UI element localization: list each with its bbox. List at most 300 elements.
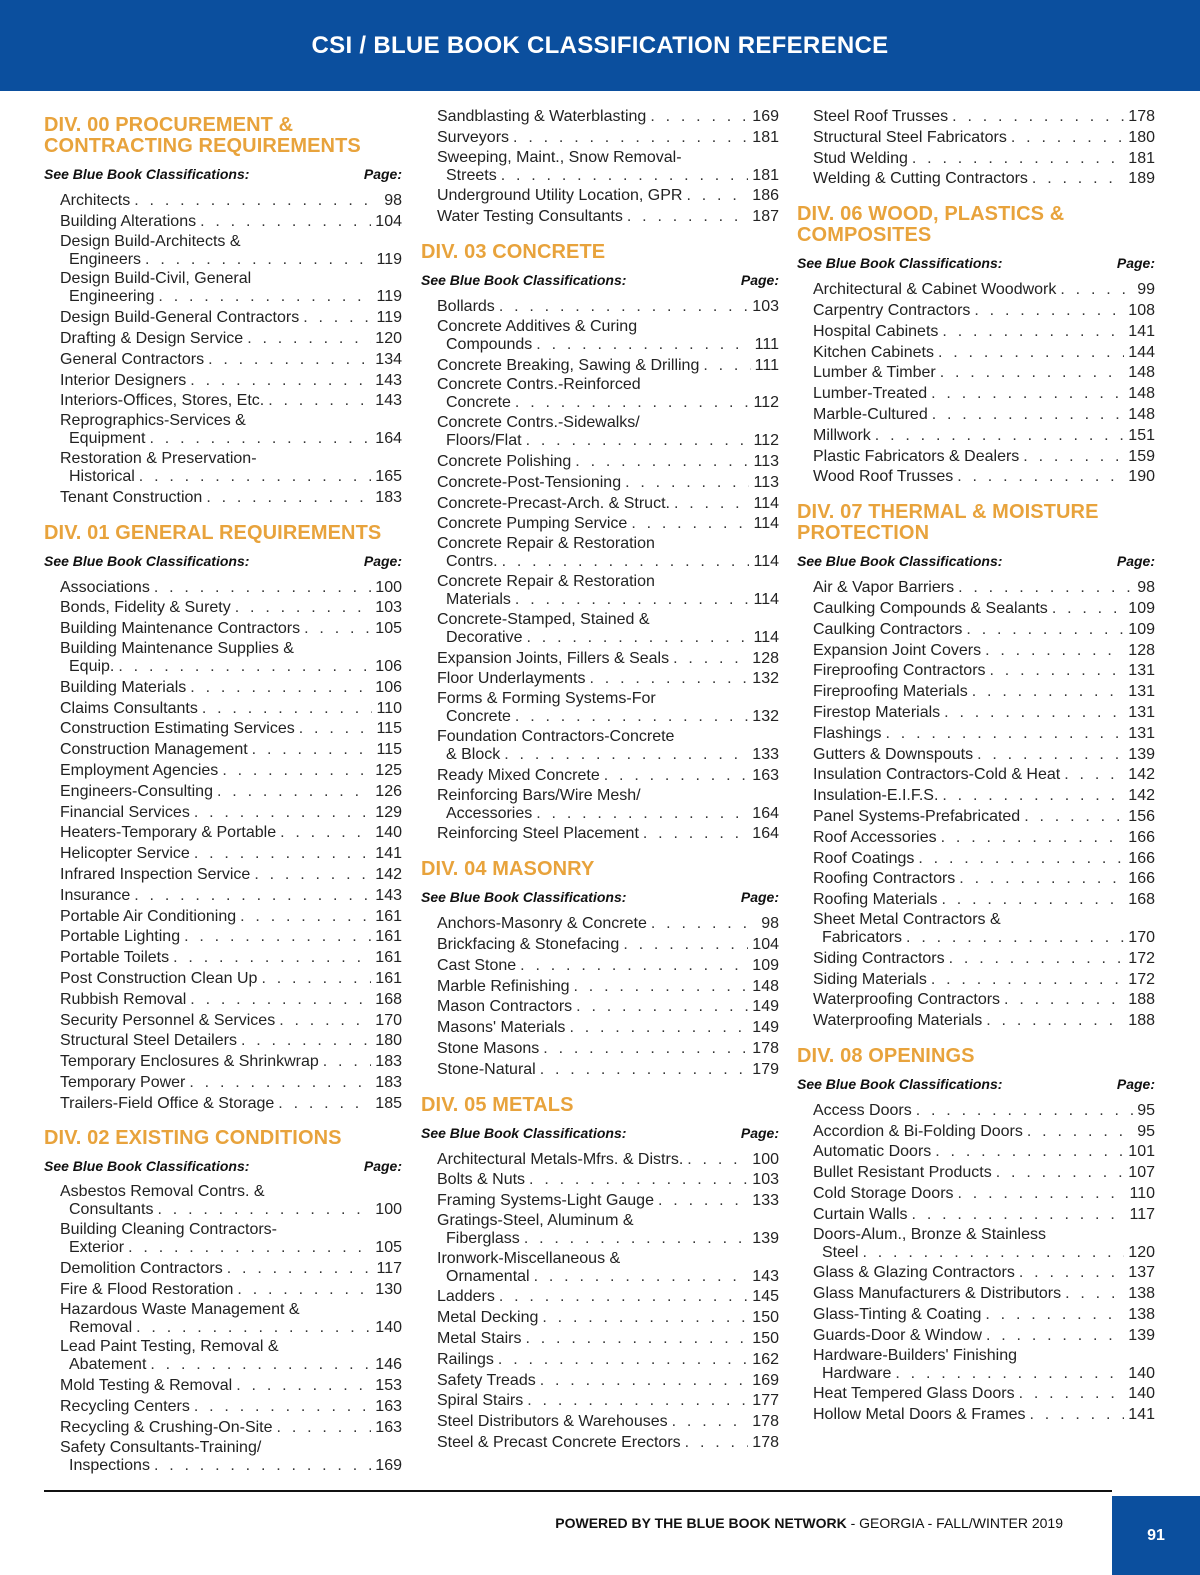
- list-item: [813, 890, 1155, 911]
- page-column-label: Page:: [1116, 255, 1155, 272]
- item-line: [60, 1280, 402, 1301]
- item-page: 117: [376, 1260, 402, 1278]
- classification-list: [421, 1150, 779, 1454]
- item-name: Lumber-Treated: [813, 385, 928, 403]
- item-line: [437, 166, 779, 187]
- division-section: [44, 1128, 402, 1476]
- list-item: [60, 886, 402, 907]
- item-line: [437, 107, 779, 128]
- item-name: Floor Underlayments: [437, 670, 586, 688]
- classification-header: [44, 553, 402, 569]
- item-name: Wood Roof Trusses: [813, 468, 954, 486]
- item-name: Fireproofing Contractors: [813, 662, 986, 680]
- item-line: [60, 1418, 402, 1439]
- item-line: [813, 1122, 1155, 1143]
- list-item: [60, 699, 402, 720]
- list-item: [437, 452, 779, 473]
- dot-leader: [136, 1318, 371, 1339]
- list-item: [813, 149, 1155, 170]
- item-page: 179: [752, 1060, 779, 1078]
- item-line: [813, 682, 1155, 703]
- list-item: [60, 350, 402, 371]
- item-name: Reinforcing Steel Placement: [437, 825, 639, 843]
- item-name: Flashings: [813, 724, 882, 742]
- list-item: [813, 1384, 1155, 1405]
- dot-leader: [173, 948, 371, 969]
- item-line: [813, 1263, 1155, 1284]
- list-item: [60, 578, 402, 599]
- list-item: [60, 1397, 402, 1418]
- list-item: [60, 823, 402, 844]
- dot-leader: [222, 761, 371, 782]
- list-item: [60, 329, 402, 350]
- item-name-line1: Hazardous Waste Management &: [60, 1300, 300, 1318]
- item-name: Compounds: [446, 335, 533, 353]
- dot-leader: [237, 1280, 371, 1301]
- dot-leader: [524, 1229, 748, 1250]
- list-item: [437, 1371, 779, 1392]
- item-line: [813, 467, 1155, 488]
- list-item: [437, 573, 779, 611]
- item-page: 119: [376, 309, 402, 327]
- list-item: [813, 641, 1155, 662]
- item-name-line1: Reinforcing Bars/Wire Mesh/: [437, 786, 641, 804]
- item-page: 149: [752, 998, 779, 1016]
- item-line: [813, 447, 1155, 468]
- item-page: 161: [375, 949, 402, 967]
- list-item: [437, 376, 779, 414]
- item-line: [60, 287, 402, 308]
- item-page: 120: [375, 329, 402, 347]
- item-line: [813, 1142, 1155, 1163]
- item-line: [813, 1243, 1155, 1264]
- dot-leader: [912, 1205, 1126, 1226]
- list-item: [60, 782, 402, 803]
- item-name: Structural Steel Fabricators: [813, 128, 1007, 146]
- item-name: Marble-Cultured: [813, 405, 928, 423]
- dot-leader: [323, 1052, 372, 1073]
- item-page: 141: [375, 845, 402, 863]
- item-page: 95: [1137, 1122, 1155, 1140]
- list-item: [437, 997, 779, 1018]
- dot-leader: [938, 343, 1124, 364]
- dot-leader: [990, 661, 1125, 682]
- item-line: [60, 1031, 402, 1052]
- item-page: 137: [1128, 1264, 1155, 1282]
- dot-leader: [985, 1305, 1124, 1326]
- dot-leader: [194, 844, 371, 865]
- item-name: Building Alterations: [60, 212, 197, 230]
- item-name: Expansion Joint Covers: [813, 641, 982, 659]
- item-name: Expansion Joints, Fillers & Seals: [437, 649, 670, 667]
- dot-leader: [885, 724, 1124, 745]
- item-name: Architects: [60, 192, 131, 209]
- item-name-line1: Concrete Additives & Curing: [437, 317, 638, 335]
- list-item: [60, 1280, 402, 1301]
- page-column-label: Page:: [363, 1158, 402, 1175]
- list-item: [813, 765, 1155, 786]
- item-name-line1: Gratings-Steel, Aluminum &: [437, 1211, 634, 1229]
- list-item: [437, 414, 779, 452]
- item-line: [437, 186, 779, 207]
- dot-leader: [1065, 1284, 1124, 1305]
- item-name: Demolition Contractors: [60, 1260, 223, 1278]
- item-page: 104: [375, 212, 402, 230]
- dot-leader: [931, 384, 1124, 405]
- list-item: [60, 212, 402, 233]
- list-item: [437, 1433, 779, 1454]
- dot-leader: [1019, 1263, 1124, 1284]
- classifications-label: See Blue Book Classifications:: [421, 271, 627, 288]
- item-name: Concrete: [446, 394, 511, 412]
- item-line: [813, 828, 1155, 849]
- list-item: [437, 914, 779, 935]
- item-page: 168: [375, 990, 402, 1008]
- list-item: [60, 948, 402, 969]
- list-item: [60, 844, 402, 865]
- item-name: Floors/Flat: [446, 432, 522, 450]
- item-line: [60, 350, 402, 371]
- item-page: 125: [375, 761, 402, 779]
- item-line: [60, 803, 402, 824]
- dot-leader: [875, 426, 1125, 447]
- classification-columns: [0, 107, 1200, 1482]
- dot-leader: [139, 467, 372, 488]
- item-line: [437, 707, 779, 728]
- classifications-label: See Blue Book Classifications:: [797, 1075, 1003, 1092]
- item-name: Plastic Fabricators & Dealers: [813, 447, 1020, 465]
- item-name: Historical: [69, 467, 135, 485]
- dot-leader: [673, 649, 748, 670]
- item-page: 162: [752, 1350, 779, 1368]
- item-name: Steel & Precast Concrete Erectors: [437, 1434, 681, 1452]
- item-page: 120: [1128, 1243, 1155, 1261]
- item-name: Kitchen Cabinets: [813, 343, 934, 361]
- item-page: 106: [375, 678, 402, 696]
- classification-header: [797, 1076, 1155, 1092]
- item-line: [60, 429, 402, 450]
- item-name: Equipment: [69, 430, 146, 448]
- item-page: 190: [1128, 468, 1155, 486]
- dot-leader: [952, 107, 1124, 128]
- classification-list: [44, 1183, 402, 1476]
- item-page: 188: [1128, 1012, 1155, 1030]
- item-line: [437, 649, 779, 670]
- dot-leader: [574, 977, 749, 998]
- dot-leader: [194, 803, 371, 824]
- item-name-line1: Forms & Forming Systems-For: [437, 690, 656, 708]
- dot-leader: [200, 212, 371, 233]
- item-name-line1: Concrete Repair & Restoration: [437, 572, 655, 590]
- dot-leader: [194, 1397, 371, 1418]
- item-page: 161: [375, 969, 402, 987]
- dot-leader: [651, 914, 757, 935]
- dot-leader: [268, 391, 371, 412]
- item-page: 183: [375, 488, 402, 506]
- dot-leader: [916, 1101, 1134, 1122]
- dot-leader: [540, 1371, 749, 1392]
- item-page: 115: [376, 720, 402, 738]
- dot-leader: [526, 628, 749, 649]
- list-item: [60, 1376, 402, 1397]
- item-line: [437, 1170, 779, 1191]
- item-line: [813, 724, 1155, 745]
- division-title: DIV. 08 OPENINGS: [797, 1044, 975, 1067]
- item-line: [437, 1391, 779, 1412]
- item-page: 178: [752, 1413, 779, 1431]
- item-name: Consultants: [69, 1201, 154, 1219]
- item-name: Steel Roof Trusses: [813, 108, 949, 125]
- division-section: [421, 1095, 779, 1454]
- list-item: [437, 1329, 779, 1350]
- list-item: [437, 956, 779, 977]
- item-page: 143: [375, 886, 402, 904]
- item-name: Insulation Contractors-Cold & Heat: [813, 766, 1061, 784]
- item-line: [437, 452, 779, 473]
- item-name: Metal Stairs: [437, 1330, 522, 1348]
- item-name: Steel: [822, 1243, 859, 1261]
- item-name: Roofing Contractors: [813, 870, 956, 888]
- list-item: [60, 1011, 402, 1032]
- list-item: [813, 703, 1155, 724]
- item-line: [437, 393, 779, 414]
- list-item: [437, 297, 779, 318]
- item-name: Engineers: [69, 250, 142, 268]
- item-name-line1: Design Build-Architects &: [60, 232, 241, 250]
- item-name: Hospital Cabinets: [813, 322, 939, 340]
- item-page: 146: [375, 1356, 402, 1374]
- item-page: 98: [1137, 579, 1155, 597]
- dot-leader: [906, 928, 1124, 949]
- item-page: 151: [1128, 426, 1155, 444]
- list-item: [60, 191, 402, 212]
- dot-leader: [241, 1031, 371, 1052]
- item-page: 110: [376, 699, 402, 717]
- item-line: [813, 786, 1155, 807]
- item-name: Waterproofing Contractors: [813, 991, 1001, 1009]
- item-page: 101: [1128, 1143, 1155, 1161]
- dot-leader: [958, 578, 1133, 599]
- item-line: [60, 1456, 402, 1477]
- list-item: [813, 1205, 1155, 1226]
- list-item: [813, 169, 1155, 190]
- item-name-line1: Safety Consultants-Training/: [60, 1438, 262, 1456]
- item-name-line1: Foundation Contractors-Concrete: [437, 727, 675, 745]
- item-page: 183: [375, 1053, 402, 1071]
- item-page: 128: [752, 649, 779, 667]
- list-item: [437, 1350, 779, 1371]
- item-line: [60, 823, 402, 844]
- item-name: Anchors-Masonry & Concrete: [437, 915, 647, 933]
- item-name: Air & Vapor Barriers: [813, 579, 955, 597]
- list-item: [60, 233, 402, 271]
- division-title: DIV. 00 PROCUREMENT & CONTRACTING REQUIREMENTS: [44, 114, 361, 157]
- classifications-label: See Blue Book Classifications:: [44, 1158, 250, 1175]
- item-name-line1: Reprographics-Services &: [60, 412, 246, 430]
- dot-leader: [536, 804, 748, 825]
- item-line: [437, 1329, 779, 1350]
- item-line: [813, 301, 1155, 322]
- list-item: [437, 824, 779, 845]
- item-name: Mason Contractors: [437, 998, 573, 1016]
- item-page: 105: [375, 1239, 402, 1257]
- list-item: [437, 1308, 779, 1329]
- item-line: [60, 191, 402, 212]
- dot-leader: [280, 823, 371, 844]
- item-name: Design Build-General Contractors: [60, 309, 300, 327]
- list-item: [60, 761, 402, 782]
- item-name: & Block: [446, 745, 501, 763]
- dot-leader: [1052, 599, 1124, 620]
- item-name: Cast Stone: [437, 956, 517, 974]
- page-number: 91: [1147, 1526, 1165, 1544]
- item-name: Insurance: [60, 886, 131, 904]
- item-line: [813, 1011, 1155, 1032]
- item-line: [437, 590, 779, 611]
- item-page: 181: [1128, 149, 1155, 167]
- item-line: [60, 1259, 402, 1280]
- list-item: [60, 927, 402, 948]
- dot-leader: [540, 1060, 749, 1081]
- item-line: [437, 1371, 779, 1392]
- classification-list: [421, 107, 779, 228]
- division-section: [797, 204, 1155, 488]
- list-item: [437, 1412, 779, 1433]
- dot-leader: [1032, 169, 1124, 190]
- dot-leader: [134, 886, 371, 907]
- list-item: [813, 869, 1155, 890]
- classification-list: [421, 297, 779, 845]
- dot-leader: [534, 1267, 749, 1288]
- list-item: [813, 1305, 1155, 1326]
- item-name: Contrs.: [446, 553, 498, 571]
- item-line: [813, 807, 1155, 828]
- item-line: [60, 844, 402, 865]
- item-name-line1: Sheet Metal Contractors &: [813, 910, 1001, 928]
- item-line: [60, 1011, 402, 1032]
- list-item: [437, 1287, 779, 1308]
- item-page: 100: [752, 1150, 779, 1168]
- list-item: [437, 1018, 779, 1039]
- item-page: 163: [752, 766, 779, 784]
- item-line: [60, 308, 402, 329]
- item-page: 114: [753, 494, 779, 512]
- item-name: Stone Masons: [437, 1039, 540, 1057]
- item-line: [813, 280, 1155, 301]
- classifications-label: See Blue Book Classifications:: [44, 166, 250, 182]
- dot-leader: [1011, 128, 1124, 149]
- dot-leader: [1004, 990, 1124, 1011]
- item-page: 165: [375, 467, 402, 485]
- item-name: Heat Tempered Glass Doors: [813, 1385, 1015, 1403]
- list-item: [437, 1391, 779, 1412]
- dot-leader: [686, 186, 748, 207]
- list-item: [60, 907, 402, 928]
- item-page: 172: [1128, 970, 1155, 988]
- item-name: Post Construction Clean Up: [60, 969, 258, 987]
- list-item: [437, 1212, 779, 1250]
- dot-leader: [625, 473, 749, 494]
- dot-leader: [202, 699, 373, 720]
- item-line: [60, 371, 402, 392]
- item-line: [437, 824, 779, 845]
- item-page: 166: [1128, 870, 1155, 888]
- item-name: Concrete Polishing: [437, 452, 572, 470]
- dot-leader: [944, 703, 1124, 724]
- item-page: 164: [752, 804, 779, 822]
- dot-leader: [576, 997, 748, 1018]
- list-item: [60, 371, 402, 392]
- item-page: 172: [1128, 949, 1155, 967]
- dot-leader: [498, 1350, 748, 1371]
- division-title: DIV. 06 WOOD, PLASTICS & COMPOSITES: [797, 203, 1065, 247]
- dot-leader: [515, 590, 750, 611]
- item-page: 114: [753, 515, 779, 533]
- division-section: [797, 502, 1155, 1032]
- item-line: [60, 1200, 402, 1221]
- dot-leader: [650, 107, 748, 128]
- item-line: [60, 488, 402, 509]
- item-page: 142: [375, 865, 402, 883]
- dot-leader: [217, 782, 371, 803]
- page-column-label: Page:: [363, 166, 402, 182]
- item-page: 178: [1128, 108, 1155, 125]
- item-page: 181: [752, 128, 779, 146]
- dot-leader: [154, 1456, 371, 1477]
- list-item: [813, 949, 1155, 970]
- classification-list: [44, 191, 402, 509]
- dot-leader: [499, 1287, 748, 1308]
- item-name: Gutters & Downspouts: [813, 745, 974, 763]
- item-page: 130: [375, 1280, 402, 1298]
- item-name: Roofing Materials: [813, 891, 938, 909]
- item-line: [437, 207, 779, 228]
- list-item: [60, 803, 402, 824]
- item-line: [813, 641, 1155, 662]
- item-line: [813, 578, 1155, 599]
- item-page: 113: [753, 452, 779, 470]
- division-section: [421, 107, 779, 228]
- item-name: Concrete Breaking, Sawing & Drilling: [437, 356, 700, 374]
- item-name: Financial Services: [60, 803, 190, 821]
- item-name: Portable Air Conditioning: [60, 907, 237, 925]
- item-line: [813, 949, 1155, 970]
- item-name-line1: Lead Paint Testing, Removal &: [60, 1338, 279, 1356]
- item-name: Architectural Metals-Mfrs. & Distrs.: [437, 1150, 684, 1168]
- dot-leader: [912, 149, 1124, 170]
- dot-leader: [304, 619, 371, 640]
- dot-leader: [986, 1011, 1124, 1032]
- dot-leader: [1024, 807, 1124, 828]
- item-line: [813, 107, 1155, 128]
- item-name: Fireproofing Materials: [813, 683, 968, 701]
- item-name: Marble Refinishing: [437, 977, 570, 995]
- dot-leader: [208, 350, 371, 371]
- item-name: Automatic Doors: [813, 1143, 932, 1161]
- dot-leader: [986, 1326, 1124, 1347]
- item-name: Building Maintenance Contractors: [60, 620, 301, 638]
- list-item: [813, 724, 1155, 745]
- dot-leader: [150, 1355, 371, 1376]
- item-page: 114: [753, 628, 779, 646]
- dot-leader: [299, 719, 373, 740]
- dot-leader: [150, 429, 372, 450]
- dot-leader: [190, 678, 371, 699]
- column-3: [797, 107, 1155, 1426]
- dot-leader: [623, 935, 748, 956]
- item-name: Roof Accessories: [813, 828, 937, 846]
- item-page: 109: [752, 956, 779, 974]
